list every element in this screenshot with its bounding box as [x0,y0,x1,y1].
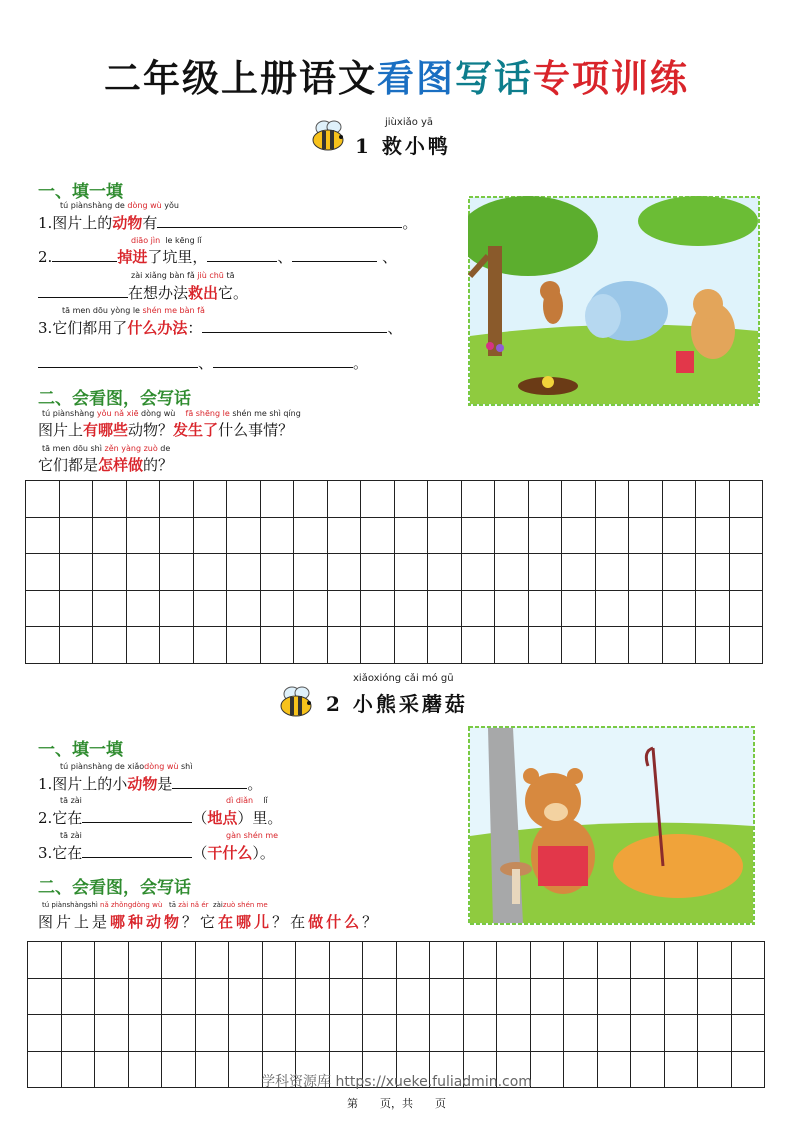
lesson1-section-fill: 一、填一填 [38,182,123,202]
grid-cell[interactable] [361,481,395,518]
pinyin: tú piànshàngshì nǎ zhǒngdòng wù tā zài nǎ ér zàizuò shén me [42,901,268,909]
pinyin: tā zài [60,831,82,840]
grid-cell[interactable] [227,627,261,664]
grid-cell[interactable] [698,1015,732,1052]
grid-cell[interactable] [229,1015,263,1052]
pinyin: tā men dōu shì zěn yàng zuò de [42,444,171,453]
grid-cell[interactable] [193,627,227,664]
grid-cell[interactable] [227,554,261,591]
grid-cell[interactable] [59,554,93,591]
grid-cell[interactable] [61,978,95,1015]
grid-cell[interactable] [629,554,663,591]
grid-cell[interactable] [128,942,162,979]
grid-cell[interactable] [26,627,60,664]
grid-cell[interactable] [428,627,462,664]
grid-cell[interactable] [363,978,397,1015]
grid-cell[interactable] [294,481,328,518]
grid-cell[interactable] [193,481,227,518]
grid-cell[interactable] [696,481,730,518]
grid-cell[interactable] [595,554,629,591]
grid-cell[interactable] [564,942,598,979]
grid-cell[interactable] [629,627,663,664]
grid-cell[interactable] [664,942,698,979]
grid-cell[interactable] [296,978,330,1015]
lesson2-title: 2 小熊采蘑菇 [326,692,468,716]
grid-cell[interactable] [631,978,665,1015]
pinyin: tā zài [60,796,82,805]
grid-cell[interactable] [260,554,294,591]
pinyin: gàn shén me [226,831,279,840]
bee-icon [276,684,320,720]
grid-cell[interactable] [327,554,361,591]
grid-cell[interactable] [729,554,763,591]
grid-cell[interactable] [731,942,765,979]
grid-cell[interactable] [562,517,596,554]
grid-cell[interactable] [664,978,698,1015]
answer-blank[interactable] [172,774,247,789]
lesson1-title: 1 救小鸭 [355,134,451,158]
grid-cell[interactable] [95,1015,129,1052]
grid-cell[interactable] [59,481,93,518]
grid-cell[interactable] [126,481,160,518]
grid-cell[interactable] [93,517,127,554]
answer-blank[interactable] [82,808,192,823]
grid-cell[interactable] [329,978,363,1015]
lesson2-question-2: 2.它在 （地点）里。 [38,809,283,827]
lesson1-question-2-continued: 在想办法救出它。 [38,282,248,303]
grid-cell[interactable] [394,517,428,554]
pinyin: diāo jìn le kēng lǐ [131,236,202,245]
grid-cell[interactable] [528,554,562,591]
monkey-elephant-bear-illustration [468,196,760,406]
grid-cell[interactable] [327,627,361,664]
grid-cell[interactable] [463,978,497,1015]
grid-cell[interactable] [363,1015,397,1052]
page-title: 二年级上册语文看图写话专项训练 [104,57,689,100]
lesson1-prompt-1: 图片上有哪些动物？发生了什么事情？ [38,421,294,439]
grid-cell[interactable] [662,517,696,554]
grid-cell[interactable] [93,481,127,518]
lesson2-section-fill: 一、填一填 [38,740,123,760]
grid-cell[interactable] [93,590,127,627]
grid-cell[interactable] [595,627,629,664]
grid-cell[interactable] [629,481,663,518]
pinyin: zài xiǎng bàn fǎ jiù chū tā [131,271,235,280]
grid-cell[interactable] [260,627,294,664]
grid-cell[interactable] [629,590,663,627]
grid-cell[interactable] [162,942,196,979]
grid-cell[interactable] [195,942,229,979]
grid-cell[interactable] [662,481,696,518]
grid-cell[interactable] [126,517,160,554]
answer-blank[interactable] [202,318,387,333]
grid-cell[interactable] [193,590,227,627]
grid-cell[interactable] [597,978,631,1015]
grid-cell[interactable] [195,1015,229,1052]
grid-cell[interactable] [428,554,462,591]
grid-cell[interactable] [430,1015,464,1052]
pinyin: tú piànshàng yǒu nǎ xiē dòng wù fā shēng le shén me shì qíng [42,409,301,418]
grid-cell[interactable] [497,1015,531,1052]
lesson1-prompt-2: 它们都是怎样做的？ [38,456,174,474]
grid-cell[interactable] [495,517,529,554]
grid-cell[interactable] [28,978,62,1015]
grid-cell[interactable] [260,590,294,627]
grid-cell[interactable] [729,590,763,627]
pinyin: tā men dōu yòng le shén me bàn fǎ [62,306,205,315]
grid-cell[interactable] [394,627,428,664]
grid-cell[interactable] [562,554,596,591]
grid-cell[interactable] [662,554,696,591]
grid-cell[interactable] [160,481,194,518]
pinyin: dì diǎn lǐ [226,796,268,805]
grid-cell[interactable] [262,942,296,979]
lesson2-pinyin: xiǎoxióng cǎi mó gū [353,673,454,684]
grid-cell[interactable] [28,942,62,979]
grid-cell[interactable] [327,517,361,554]
bee-icon [308,118,352,154]
grid-cell[interactable] [528,517,562,554]
grid-cell[interactable] [495,627,529,664]
grid-cell[interactable] [59,590,93,627]
answer-blank[interactable] [38,283,128,298]
grid-cell[interactable] [329,942,363,979]
grid-cell[interactable] [698,978,732,1015]
grid-cell[interactable] [528,590,562,627]
grid-cell[interactable] [396,1015,430,1052]
lesson1-pinyin: jiùxiǎo yā [385,117,434,128]
grid-cell[interactable] [26,517,60,554]
grid-cell[interactable] [294,627,328,664]
grid-cell[interactable] [463,942,497,979]
grid-cell[interactable] [294,590,328,627]
grid-cell[interactable] [662,627,696,664]
grid-cell[interactable] [729,627,763,664]
answer-blank[interactable] [213,353,353,368]
grid-cell[interactable] [562,481,596,518]
watermark-footer: 学科资源库 https://xueke.fuliadmin.com [261,1074,532,1090]
grid-cell[interactable] [126,554,160,591]
grid-cell[interactable] [696,627,730,664]
grid-cell[interactable] [26,554,60,591]
grid-cell[interactable] [162,978,196,1015]
grid-cell[interactable] [227,590,261,627]
pinyin: tú piànshàng de xiǎodòng wù shì [60,762,193,771]
lesson1-question-3: 3.它们都用了什么办法： 、 [38,319,403,337]
page-counter: 第 页，共 页 [347,1097,446,1110]
grid-cell[interactable] [128,1015,162,1052]
grid-cell[interactable] [428,481,462,518]
grid-cell[interactable] [461,627,495,664]
grid-cell[interactable] [696,554,730,591]
grid-cell[interactable] [463,1015,497,1052]
grid-cell[interactable] [530,1015,564,1052]
grid-cell[interactable] [528,481,562,518]
grid-cell[interactable] [260,481,294,518]
grid-cell[interactable] [363,942,397,979]
grid-cell[interactable] [461,481,495,518]
grid-cell[interactable] [296,1015,330,1052]
grid-cell[interactable] [595,517,629,554]
grid-cell[interactable] [430,978,464,1015]
grid-cell[interactable] [497,942,531,979]
grid-cell[interactable] [195,978,229,1015]
grid-cell[interactable] [564,1015,598,1052]
grid-cell[interactable] [294,554,328,591]
answer-blank[interactable] [292,247,377,262]
grid-cell[interactable] [95,942,129,979]
grid-cell[interactable] [495,554,529,591]
grid-cell[interactable] [95,978,129,1015]
grid-cell[interactable] [662,590,696,627]
answer-blank[interactable] [207,247,277,262]
grid-cell[interactable] [294,517,328,554]
writing-grid[interactable] [25,480,763,664]
lesson2-prompt-1: 图片上是哪种动物？它在哪儿？在做什么？ [38,913,381,931]
lesson2-question-3: 3.它在 （干什么）。 [38,844,275,862]
grid-cell[interactable] [126,590,160,627]
grid-cell[interactable] [361,590,395,627]
grid-cell[interactable] [361,517,395,554]
grid-cell[interactable] [193,517,227,554]
grid-cell[interactable] [731,978,765,1015]
grid-cell[interactable] [229,942,263,979]
grid-cell[interactable] [128,978,162,1015]
grid-cell[interactable] [93,554,127,591]
grid-cell[interactable] [428,590,462,627]
grid-cell[interactable] [262,978,296,1015]
grid-cell[interactable] [296,942,330,979]
grid-cell[interactable] [495,481,529,518]
pinyin: tú piànshàng de dòng wù yǒu [60,201,179,210]
grid-cell[interactable] [696,517,730,554]
grid-cell[interactable] [428,517,462,554]
grid-cell[interactable] [394,554,428,591]
grid-cell[interactable] [495,590,529,627]
grid-cell[interactable] [430,942,464,979]
grid-cell[interactable] [160,517,194,554]
grid-cell[interactable] [327,481,361,518]
grid-cell[interactable] [597,1015,631,1052]
grid-cell[interactable] [698,942,732,979]
grid-cell[interactable] [162,1015,196,1052]
grid-cell[interactable] [631,1015,665,1052]
grid-cell[interactable] [361,627,395,664]
grid-cell[interactable] [262,1015,296,1052]
grid-cell[interactable] [61,1015,95,1052]
grid-cell[interactable] [597,942,631,979]
answer-blank[interactable] [38,353,198,368]
lesson1-section-write: 二、会看图，会写话 [38,389,191,409]
grid-cell[interactable] [461,590,495,627]
grid-cell[interactable] [329,1015,363,1052]
lesson1-question-2: 2. 掉进了坑里， 、 、 [38,248,398,266]
grid-cell[interactable] [595,590,629,627]
lesson2-section-write: 二、会看图，会写话 [38,878,191,898]
grid-cell[interactable] [461,554,495,591]
grid-cell[interactable] [631,942,665,979]
grid-cell[interactable] [160,627,194,664]
lesson1-question-1: 1.图片上的动物有 。 [38,214,418,232]
grid-cell[interactable] [327,590,361,627]
grid-cell[interactable] [193,554,227,591]
lesson1-question-3-continued: 、 。 [38,352,368,373]
grid-cell[interactable] [696,590,730,627]
grid-cell[interactable] [530,942,564,979]
answer-blank[interactable] [157,213,402,228]
grid-cell[interactable] [361,554,395,591]
grid-cell[interactable] [396,942,430,979]
answer-blank[interactable] [52,247,117,262]
grid-cell[interactable] [126,627,160,664]
grid-cell[interactable] [664,1015,698,1052]
grid-cell[interactable] [28,1015,62,1052]
grid-cell[interactable] [61,942,95,979]
grid-cell[interactable] [562,590,596,627]
lesson2-question-1: 1.图片上的小动物是 。 [38,775,263,793]
grid-cell[interactable] [729,517,763,554]
grid-cell[interactable] [564,978,598,1015]
bear-mushroom-illustration [468,726,755,925]
grid-cell[interactable] [595,481,629,518]
grid-cell[interactable] [629,517,663,554]
grid-cell[interactable] [562,627,596,664]
grid-cell[interactable] [394,590,428,627]
grid-cell[interactable] [93,627,127,664]
grid-cell[interactable] [394,481,428,518]
grid-cell[interactable] [59,627,93,664]
writing-grid[interactable] [27,941,765,1088]
grid-cell[interactable] [729,481,763,518]
grid-cell[interactable] [26,590,60,627]
grid-cell[interactable] [461,517,495,554]
grid-cell[interactable] [26,481,60,518]
grid-cell[interactable] [227,481,261,518]
grid-cell[interactable] [260,517,294,554]
grid-cell[interactable] [497,978,531,1015]
grid-cell[interactable] [530,978,564,1015]
grid-cell[interactable] [528,627,562,664]
grid-cell[interactable] [160,590,194,627]
grid-cell[interactable] [396,978,430,1015]
grid-cell[interactable] [731,1015,765,1052]
grid-cell[interactable] [160,554,194,591]
grid-cell[interactable] [229,978,263,1015]
grid-cell[interactable] [59,517,93,554]
grid-cell[interactable] [227,517,261,554]
answer-blank[interactable] [82,843,192,858]
